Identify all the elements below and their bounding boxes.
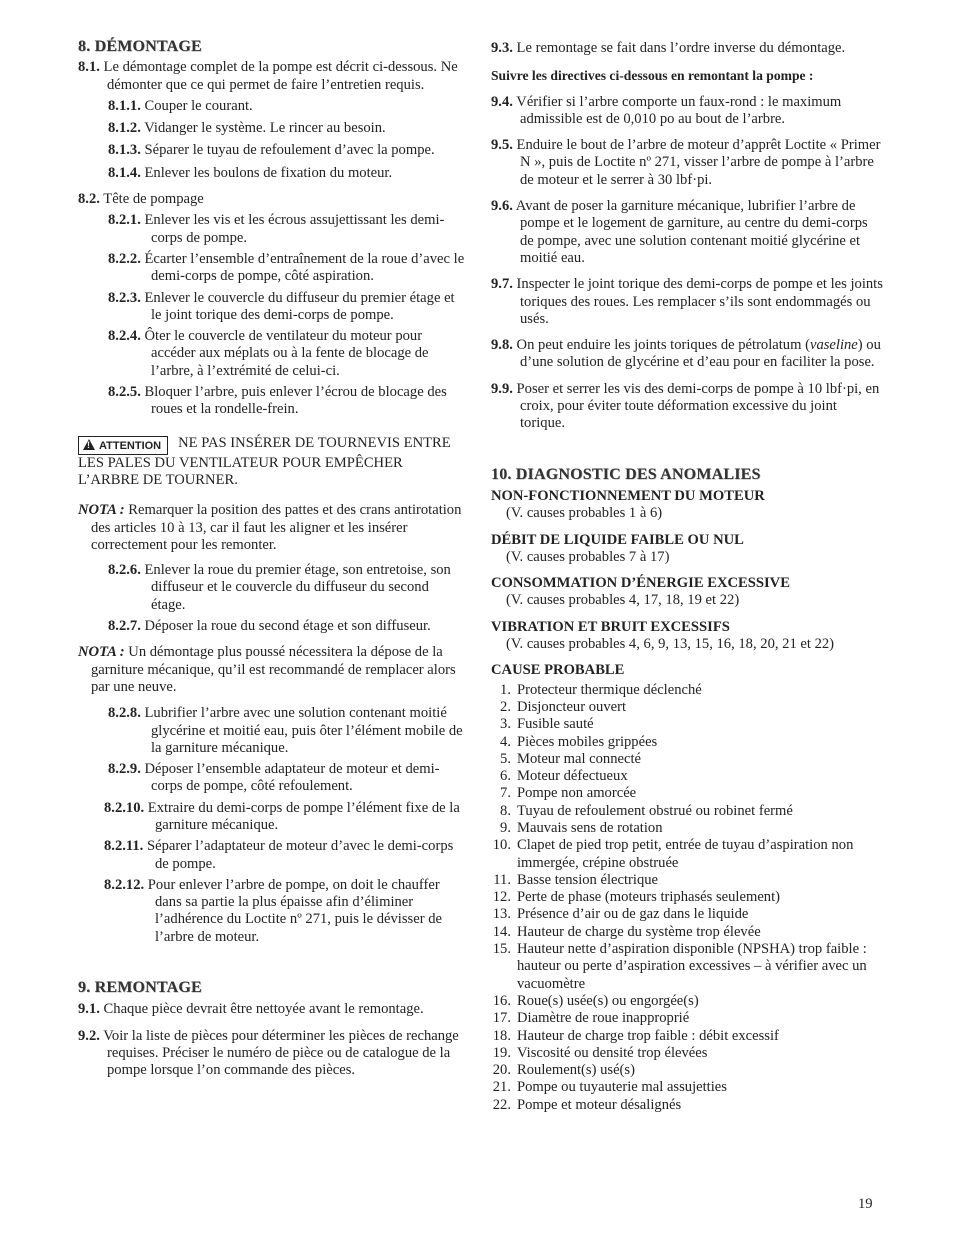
cause-number: 16. [492, 992, 511, 1009]
list-item: 8.2.9. Déposer l’ensemble adaptateur de moteur et demi-corps de pompe, côté refoulement. [108, 761, 440, 795]
cause-number: 9. [500, 819, 511, 836]
list-item: 8.2.8. Lubrifier l’arbre avec une solution contenant moitié glycérine et moitié eau, puis ôter l’élément mobile de la garniture mécanique. [108, 705, 463, 756]
para-9-3: 9.3. Le remontage se fait dans l’ordre inverse du démontage. [491, 40, 846, 56]
cause-text: Hauteur nette d’aspiration disponible (NPSHA) trop faible : hauteur ou perte d’aspiration excessives – à vérifier avec un vacuomètre [517, 941, 867, 992]
cause-number: 20. [492, 1062, 511, 1079]
list-item [491, 803, 883, 820]
diagnostic-group: CONSOMMATION D’ÉNERGIE EXCESSIVE (V. causes probables 4, 17, 18, 19 et 22) [491, 575, 790, 609]
directives-note: Suivre les directives ci-dessous en remontant la pompe : [491, 68, 814, 84]
list-8-1 [78, 98, 466, 182]
cause-text: Présence d’air ou de gaz dans le liquide [517, 906, 749, 923]
nota-2: NOTA : Un démontage plus poussé nécessitera la dépose de la garniture mécanique, qu’il est recommandé de remplacer alors par une neuve. [78, 644, 456, 695]
list-item [491, 906, 883, 923]
cause-text: Mauvais sens de rotation [517, 819, 663, 836]
list-item [491, 1062, 883, 1079]
cause-text: Pièces mobiles grippées [517, 733, 658, 750]
list-item: 8.2.10. Extraire du demi-corps de pompe l’élément fixe de la garniture mécanique. [104, 799, 460, 833]
list-item [491, 872, 883, 889]
list-8-2a [78, 212, 466, 418]
cause-number: 18. [492, 1027, 511, 1044]
warning-triangle-icon [83, 439, 95, 450]
cause-number: 6. [500, 768, 511, 785]
list-item [491, 941, 883, 993]
cause-text: Pompe ou tuyauterie mal assujetties [517, 1079, 727, 1096]
para-9-4: 9.4. Vérifier si l’arbre comporte un faux-rond : le maximum admissible est de 0,010 po au bout de l’arbre. [491, 93, 842, 127]
para-9-1: 9.1. Chaque pièce devrait être nettoyée avant le remontage. [78, 1001, 424, 1018]
cause-text: Pompe et moteur désalignés [517, 1096, 682, 1113]
cause-number: 11. [493, 871, 511, 888]
list-item: 8.2.12. Pour enlever l’arbre de pompe, on doit le chauffer dans sa partie la plus épaisse afin d’éliminer l’adhérence du Loctite nº 271, puis le dévisser de l’arbre de moteur. [104, 876, 442, 945]
list-8-2b [78, 562, 466, 635]
list-item [491, 820, 883, 837]
list-item: 8.2.6. Enlever la roue du premier étage, son entretoise, son diffuseur et le couvercle du diffuseur du second étage. [108, 562, 451, 613]
list-item [491, 1045, 883, 1062]
cause-number: 21. [492, 1079, 511, 1096]
list-item: 8.2.5. Bloquer l’arbre, puis enlever l’écrou de blocage des roues et la rondelle-frein. [108, 384, 447, 418]
para-9-7: 9.7. Inspecter le joint torique des demi-corps de pompe et les joints toriques des roues. Les remplacer s’ils sont endommagés ou usés. [491, 276, 883, 327]
cause-number: 5. [500, 750, 511, 767]
para-9-8: 9.8. On peut enduire les joints toriques de pétrolatum (vaseline) ou d’une solution de glycérine et d’eau pour en faciliter la pose. [491, 337, 881, 371]
cause-text: Clapet de pied trop petit, entrée de tuyau d’aspiration non immergée, crépine obstruée [517, 837, 854, 871]
list-item [491, 837, 883, 872]
list-item [491, 734, 883, 751]
list-8-2c [78, 705, 466, 946]
cause-text: Hauteur de charge du système trop élevée [517, 923, 761, 940]
attention-text: NE PAS INSÉRER DE TOURNEVIS ENTRE LES PALES DU VENTILATEUR POUR EMPÊCHER L’ARBRE DE TOURNER. [78, 434, 451, 488]
list-item: 8.1.3. Séparer le tuyau de refoulement d’avec la pompe. [108, 142, 435, 159]
list-item [491, 768, 883, 785]
para-9-5: 9.5. Enduire le bout de l’arbre de moteur d’apprêt Loctite « Primer N », puis de Loctite nº 271, visser l’arbre de pompe à l’arbre de moteur et le serrer à 30 lbf·pi. [491, 137, 881, 188]
para-8-1: 8.1. Le démontage complet de la pompe est décrit ci-dessous. Ne démonter que ce qui permet de faire l’entretien requis. [78, 59, 458, 93]
list-item [491, 1028, 883, 1045]
list-item [491, 716, 883, 733]
nota-1: NOTA : Remarquer la position des pattes et des crans antirotation des articles 10 à 13, car il faut les aligner et les insérer correctement pour les remonter. [78, 502, 462, 553]
list-item: 8.2.4. Ôter le couvercle de ventilateur du moteur pour accéder aux méplats ou à la fente de blocage de l’arbre, à l’extrémité de celui-ci. [108, 328, 429, 379]
cause-text: Basse tension électrique [517, 871, 659, 888]
section-9-title: 9. REMONTAGE [78, 979, 202, 997]
cause-text: Diamètre de roue inapproprié [517, 1010, 690, 1027]
cause-number: 10. [492, 837, 511, 854]
list-item [491, 889, 883, 906]
list-item [491, 699, 883, 716]
list-item [491, 1079, 883, 1096]
cause-number: 1. [500, 681, 511, 698]
cause-text: Viscosité ou densité trop élevées [517, 1044, 708, 1061]
cause-text: Protecteur thermique déclenché [517, 681, 702, 698]
attention-warning [78, 435, 466, 490]
cause-text: Roue(s) usée(s) ou engorgée(s) [517, 992, 699, 1009]
cause-list [491, 682, 883, 1114]
cause-number: 3. [500, 716, 511, 733]
list-item [491, 1010, 883, 1027]
attention-badge: !ATTENTION [78, 436, 168, 455]
list-item [491, 751, 883, 768]
cause-text: Hauteur de charge trop faible : débit excessif [517, 1027, 779, 1044]
list-item [491, 682, 883, 699]
cause-text: Moteur mal connecté [517, 750, 641, 767]
cause-number: 14. [492, 923, 511, 940]
list-item [491, 993, 883, 1010]
cause-number: 12. [492, 889, 511, 906]
cause-text: Perte de phase (moteurs triphasés seulement) [517, 889, 781, 906]
cause-text: Disjoncteur ouvert [517, 698, 627, 715]
section-8-title: 8. DÉMONTAGE [78, 38, 202, 55]
right-column [491, 38, 883, 1114]
cause-text: Moteur défectueux [517, 768, 628, 785]
list-item: 8.2.11. Séparer l’adaptateur de moteur d’avec le demi-corps de pompe. [104, 838, 454, 872]
list-item [491, 1097, 883, 1114]
para-9-9: 9.9. Poser et serrer les vis des demi-corps de pompe à 10 lbf·pi, en croix, pour éviter toute déformation excessive du joint torique. [491, 380, 880, 432]
page-number: 19 [858, 1196, 873, 1212]
list-item: 8.2.1. Enlever les vis et les écrous assujettissant les demi-corps de pompe. [108, 212, 445, 246]
cause-text: Pompe non amorcée [517, 785, 637, 802]
list-item: 8.2.3. Enlever le couvercle du diffuseur du premier étage et le joint torique des demi-corps de pompe. [108, 289, 455, 323]
cause-number: 19. [492, 1044, 511, 1061]
list-item: 8.1.4. Enlever les boulons de fixation du moteur. [108, 164, 393, 181]
cause-probable-heading: CAUSE PROBABLE [491, 662, 625, 679]
cause-number: 2. [500, 698, 511, 715]
list-item: 8.1.2. Vidanger le système. Le rincer au besoin. [108, 120, 386, 137]
para-9-6: 9.6. Avant de poser la garniture mécanique, lubrifier l’arbre de pompe et le logement de garniture, au centre du demi-corps de pompe, avec une solution contenant moitié glycérine et moitié eau. [491, 198, 868, 266]
cause-number: 8. [500, 802, 511, 819]
cause-number: 22. [492, 1096, 511, 1113]
diagnostic-group: DÉBIT DE LIQUIDE FAIBLE OU NUL (V. causes probables 7 à 17) [491, 531, 744, 565]
diagnostic-group: VIBRATION ET BRUIT EXCESSIFS (V. causes probables 4, 6, 9, 13, 15, 16, 18, 20, 21 et 22) [491, 618, 835, 653]
left-column [78, 38, 466, 1080]
para-9-2: 9.2. Voir la liste de pièces pour déterminer les pièces de rechange requises. Préciser le numéro de pièce ou de catalogue de la pompe lorsque l’on commande des pièces. [78, 1027, 459, 1079]
list-item: 8.2.2. Écarter l’ensemble d’entraînement de la roue d’avec le demi-corps de pompe, côté aspiration. [108, 250, 465, 285]
list-item [491, 785, 883, 802]
diagnostic-group: NON-FONCTIONNEMENT DU MOTEUR (V. causes probables 1 à 6) [491, 487, 765, 522]
cause-text: Roulement(s) usé(s) [517, 1062, 635, 1079]
para-8-2: 8.2. Tête de pompage [78, 191, 204, 208]
list-item: 8.1.1. Couper le courant. [108, 97, 253, 114]
cause-text: Fusible sauté [517, 716, 594, 733]
section-10-title: 10. DIAGNOSTIC DES ANOMALIES [491, 465, 761, 483]
cause-number: 4. [500, 733, 511, 750]
cause-text: Tuyau de refoulement obstrué ou robinet fermé [517, 802, 793, 819]
list-item [491, 924, 883, 941]
cause-number: 15. [492, 941, 511, 958]
cause-number: 17. [492, 1010, 511, 1027]
list-item: 8.2.7. Déposer la roue du second étage et son diffuseur. [108, 618, 431, 635]
cause-number: 13. [492, 906, 511, 923]
cause-number: 7. [500, 785, 511, 802]
